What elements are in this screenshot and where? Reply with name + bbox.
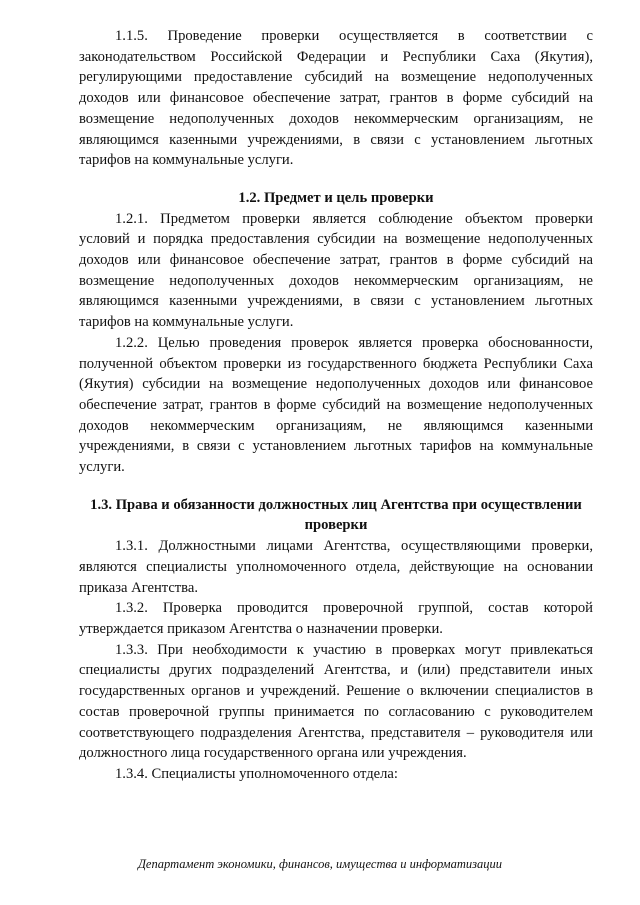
paragraph-1-2-1: 1.2.1. Предметом проверки является соблюдение объектом проверки условий и порядка предоставления субсидии на возмещение недополученных доходов или финансовое обеспечение затрат, грантов в форме субсидий на возмещение недополученных доходов некоммерческим организациям, не являющимся казенными учреждениями, в связи с установлением льготных тарифов на коммунальные услуги.: [79, 210, 593, 331]
section-heading-1-3-line1: 1.3. Права и обязанности должностных лиц Агентства при осуществлении: [90, 496, 582, 513]
section-heading-1-3-line2: проверки: [304, 517, 368, 534]
paragraph-1-3-4: 1.3.4. Специалисты уполномоченного отдела:: [115, 765, 398, 782]
section-heading-1-2: 1.2. Предмет и цель проверки: [238, 189, 434, 206]
paragraph-1-1-5: 1.1.5. Проведение проверки осуществляется в соответствии с законодательством Российской Федерации и Республики Саха (Якутия), регулирующими предоставление субсидий на возмещение недополученных доходов или финансовое обеспечение затрат, грантов в форме субсидий на возмещение недополученных доходов некоммерческим организациям, не являющимся казенными учреждениями, в связи с установлением льготных тарифов на коммунальные услуги.: [79, 28, 593, 169]
section-heading-1-3: [79, 495, 593, 536]
paragraph-1-3-3: 1.3.3. При необходимости к участию в проверках могут привлекаться специалисты других подразделений Агентства, и (или) представители иных государственных органов и учреждений. Решение о включении специалистов в состав проверочной группы принимается по согласованию с руководителем соответствующего подразделения Агентства, представителя – руководителя или должностного лица государственного органа или учреждения.: [79, 641, 593, 762]
document-page: [79, 26, 593, 785]
paragraph-1-2-2: 1.2.2. Целью проведения проверок является проверка обоснованности, полученной объектом проверки из государственного бюджета Республики Саха (Якутия) субсидии на возмещение недополученных доходов или финансовое обеспечение затрат, грантов в форме субсидий на возмещение недополученных доходов некоммерческим организациям, не являющимся казенными учреждениями, в связи с установлением льготных тарифов на коммунальные услуги.: [79, 334, 593, 476]
paragraph-1-3-2: 1.3.2. Проверка проводится проверочной группой, состав которой утверждается приказом Агентства о назначении проверки.: [79, 600, 593, 637]
paragraph-1-3-1: 1.3.1. Должностными лицами Агентства, осуществляющими проверки, являются специалисты уполномоченного отдела, действующие на основании приказа Агентства.: [79, 538, 593, 596]
page-footer: Департамент экономики, финансов, имущества и информатизации: [137, 857, 502, 871]
